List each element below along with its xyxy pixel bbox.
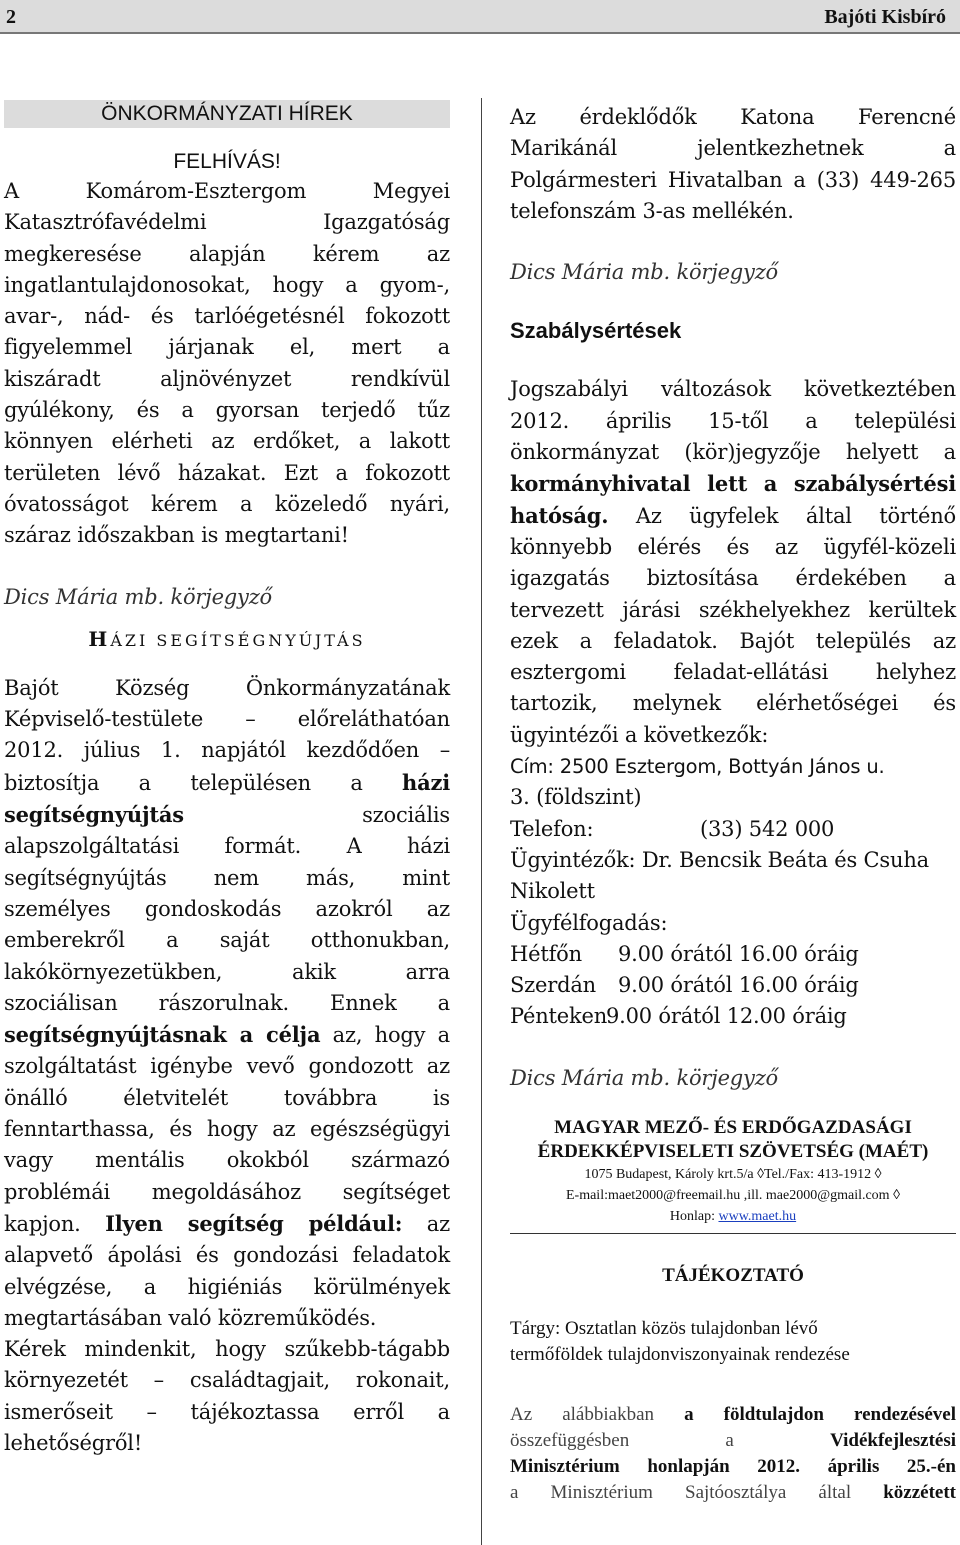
text-line: alapvető ápolási és gondozási feladatok — [4, 1243, 450, 1268]
text-run: az — [402, 1211, 450, 1236]
text-line: gyúlékony, és a gyorsan terjedő tűz — [4, 398, 450, 423]
hours-day: Pénteken — [510, 1004, 608, 1029]
address-line: Cím: 2500 Esztergom, Bottyán János u. — [510, 755, 885, 779]
text-line: óvatosságot kérem a közeledő nyári, — [4, 491, 450, 516]
text-line: ezek a feladatok. Bajót település az — [510, 628, 956, 653]
text-line: Az érdeklődők Katona Ferencné — [510, 105, 956, 129]
text-line: Kérek mindenkit, hogy szűkebb-tágabb — [4, 1337, 450, 1362]
hours-title: Ügyfélfogadás: — [510, 910, 668, 935]
text-run-bold: hatóság. — [510, 502, 609, 528]
hours-time: 9.00 órától 16.00 óráig — [618, 973, 859, 998]
maet-address: 1075 Budapest, Károly krt.5/a ◊Tel./Fax: 413-1912 ◊ — [584, 1167, 882, 1183]
text-run-bold: a földtulajdon rendezésével — [684, 1404, 956, 1426]
hours-day: Szerdán — [510, 973, 597, 998]
hazi-title — [4, 627, 450, 651]
text-line: tartozik, melynek elérhetőségei és — [510, 691, 956, 716]
text-line: Marikánál jelentkezhetnek a — [510, 136, 956, 161]
felhivas-body — [4, 176, 450, 552]
maet-web — [510, 1206, 956, 1227]
phone-label: Telefon: — [510, 816, 594, 841]
text-line: ingatlantulajdonosokat, hogy a gyom-, — [4, 272, 450, 297]
text-line: kiszáradt aljnövényzet rendkívül — [4, 366, 450, 391]
section-title: ÖNKORMÁNYZATI HÍREK — [4, 100, 450, 128]
address-line: 3. (földszint) — [510, 785, 642, 810]
text-line: szolgáltatást igénybe vevő gondozott az — [4, 1054, 450, 1079]
text-line: tervezett járási székhelyekhez kerültek — [510, 597, 956, 622]
tajekoztato-title-text: TÁJÉKOZTATÓ — [662, 1265, 804, 1287]
text-line: Jogszabályi változások következtében — [510, 377, 956, 402]
text-line — [510, 500, 956, 532]
felhivas-title: FELHÍVÁS! — [173, 150, 281, 173]
maet-title: MAGYAR MEZŐ- ÉS ERDŐGAZDASÁGI — [554, 1117, 912, 1139]
text-line: Bajót Község Önkormányzatának — [4, 675, 450, 700]
text-line: esztergomi feladat-ellátási helyhez — [510, 660, 956, 685]
text-run: biztosítja a településen a — [4, 770, 403, 795]
text-run: összefüggésben a — [510, 1430, 831, 1452]
szabalysertesek-title: Szabálysértések — [510, 318, 682, 344]
intro-body — [510, 102, 956, 227]
clerks-line: Ügyintézők: Dr. Bencsik Beáta és Csuha — [510, 847, 929, 872]
maet-block — [510, 1116, 956, 1234]
text-line: megtartásában való közreműködés. — [4, 1305, 377, 1330]
text-line: területen lévő házakat. Ezt a fokozott — [4, 460, 450, 485]
clerks-line: Nikolett — [510, 879, 595, 904]
tajekoztato-title — [510, 1264, 956, 1288]
text-line: problémái megoldásához segítséget — [4, 1179, 450, 1204]
text-line: 2012. július 1. napjától kezdődően – — [4, 738, 450, 763]
final-line: Minisztérium honlapján 2012. április 25.-én — [510, 1456, 956, 1478]
text-line: telefonszám 3-as mellékén. — [510, 198, 794, 223]
page-number: 2 — [6, 6, 16, 28]
text-line: könnyebb elérés és az ügyfél-közeli — [510, 534, 956, 559]
text-line: ügyintézői a következők: — [510, 722, 769, 747]
text-line: A Komárom-Esztergom Megyei — [4, 179, 450, 203]
hours-row — [510, 939, 956, 970]
hazi-body — [4, 673, 450, 1459]
signature: Dics Mária mb. körjegyző — [510, 1065, 779, 1090]
text-line: Képviselő-testülete – előreláthatóan — [4, 707, 450, 732]
text-line: önkormányzat (kör)jegyzője helyett a — [510, 440, 956, 465]
text-line: Katasztrófavédelmi Igazgatóság — [4, 210, 450, 235]
hours-time: 9.00 órától 12.00 óráig — [606, 1004, 847, 1029]
text-run: Az ügyfelek által történő — [608, 503, 956, 528]
page-header — [0, 0, 960, 34]
hours-row — [510, 970, 956, 1001]
phone-value: (33) 542 000 — [700, 816, 835, 841]
text-line: könnyen elérheti az erdőket, a lakott — [4, 429, 450, 454]
text-line: ismerőseit – tájékoztassa erről a — [4, 1399, 450, 1424]
text-line: kormányhivatal lett a szabálysértési — [510, 471, 956, 497]
hours-row — [510, 1001, 956, 1032]
hours-day: Hétfőn — [510, 941, 582, 966]
text-line: 2012. április 15-től a települési — [510, 408, 956, 433]
text-line: avar-, nád- és tarlóégetésnél fokozott — [4, 304, 450, 329]
final-line — [510, 1480, 956, 1506]
maet-title: ÉRDEKKÉPVISELETI SZÖVETSÉG (MAÉT) — [537, 1141, 929, 1163]
signature: Dics Mária mb. körjegyző — [4, 584, 273, 609]
maet-divider — [510, 1233, 956, 1234]
text-line: szociálisan rászorulnak. Ennek a — [4, 990, 450, 1015]
text-line — [4, 1208, 450, 1240]
text-run: szociális — [183, 803, 450, 828]
left-column — [4, 100, 450, 1459]
szabalysertesek-body — [510, 374, 956, 1032]
text-run: kapjon. — [4, 1211, 106, 1236]
text-line: száraz időszakban is megtartani! — [4, 523, 349, 548]
text-line: igazgatás biztosítása érdekében a — [510, 566, 956, 591]
text-line: vagy mentális okokból származó — [4, 1148, 450, 1173]
text-run-bold: közzétett — [883, 1482, 956, 1504]
text-run: az, hogy a — [320, 1023, 450, 1048]
text-run-bold: Ilyen segítség például: — [105, 1210, 403, 1236]
maet-email: E-mail:maet2000@freemail.hu ,ill. mae2000@gmail.com ◊ — [565, 1188, 900, 1204]
final-line — [510, 1428, 956, 1454]
text-line: lakókörnyezetükben, akik arra — [4, 959, 450, 984]
text-run: a Minisztérium Sajtóosztálya által — [510, 1482, 884, 1504]
targy-line: Tárgy: Osztatlan közös tulajdonban lévő — [510, 1318, 818, 1340]
text-line: elvégzése, a higiéniás körülmények — [4, 1274, 450, 1299]
targy-line: termőföldek tulajdonviszonyainak rendezése — [510, 1344, 850, 1366]
text-line: segítségnyújtás nem más, mint — [4, 865, 450, 890]
right-column — [510, 102, 956, 1506]
text-run-bold: segítségnyújtásnak a célja — [4, 1022, 321, 1048]
text-line: környezetét – családtagjait, rokonait, — [4, 1368, 450, 1393]
text-line: lehetőségről! — [4, 1430, 143, 1455]
hours-time: 9.00 órától 16.00 óráig — [618, 941, 859, 966]
text-line: emberekről a saját otthonukban, — [4, 928, 450, 953]
phone-line — [510, 814, 956, 845]
text-line: megkeresése alapján kérem az — [4, 241, 450, 266]
maet-web-label: Honlap: — [669, 1209, 719, 1225]
text-run-bold: segítségnyújtás — [4, 802, 184, 828]
final-block — [510, 1402, 956, 1506]
text-line — [4, 767, 450, 799]
text-run-bold: házi — [402, 769, 450, 795]
publication-title: Bajóti Kisbíró — [824, 6, 946, 28]
text-line: fenntarthassa, és hogy az egészségügyi — [4, 1117, 450, 1142]
text-line: Polgármesteri Hivatalban a (33) 449-265 — [510, 167, 956, 192]
text-run: Az alábbiakban — [510, 1404, 685, 1426]
column-divider — [481, 98, 482, 1545]
text-line: figyelemmel járjanak el, mert a — [4, 335, 450, 360]
text-line: alapszolgáltatási formát. A házi — [4, 834, 450, 859]
text-line: személyes gondoskodás azokról az — [4, 896, 450, 921]
text-line — [4, 1019, 450, 1051]
text-line: önálló életvitelét továbbra is — [4, 1085, 450, 1110]
targy-block — [510, 1316, 956, 1368]
maet-web-link[interactable]: www.maet.hu — [718, 1209, 797, 1225]
hazi-title-initial: H — [88, 626, 111, 651]
final-line — [510, 1402, 956, 1428]
signature: Dics Mária mb. körjegyző — [510, 260, 779, 285]
text-line — [4, 799, 450, 831]
hazi-title-rest: ÁZI SEGÍTSÉGNYÚJTÁS — [110, 630, 366, 650]
text-run-bold: Vidékfejlesztési — [830, 1430, 956, 1452]
